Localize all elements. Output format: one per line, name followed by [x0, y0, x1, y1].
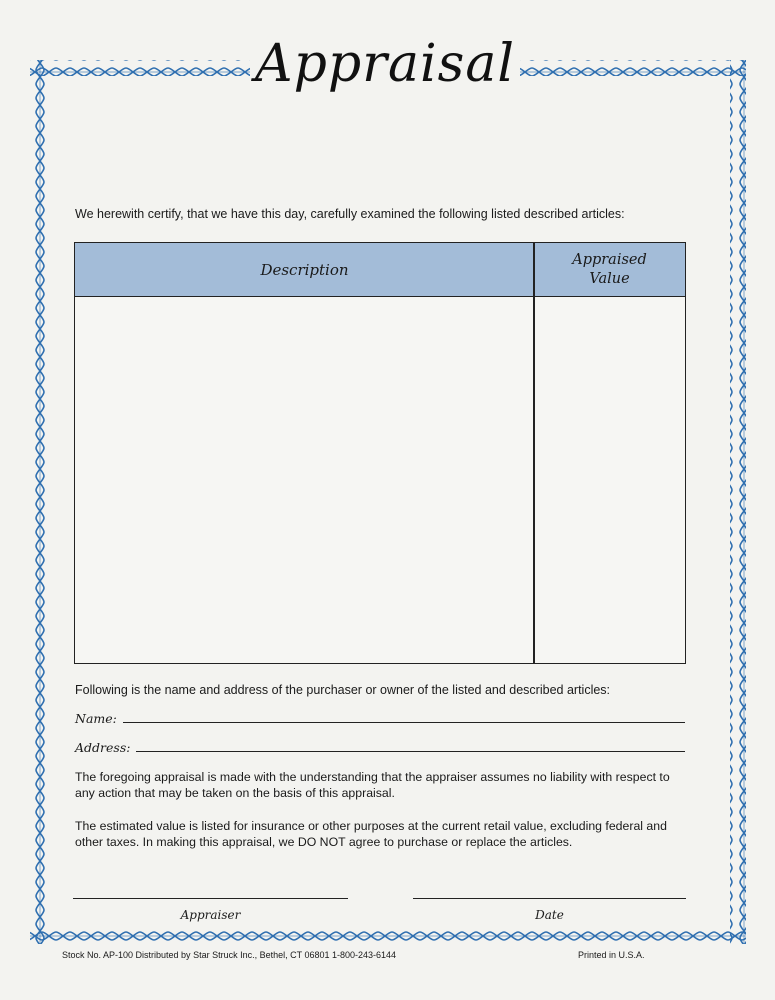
date-line[interactable] — [413, 898, 686, 899]
header-appraised-value — [534, 243, 685, 296]
disclaimer-liability: The foregoing appraisal is made with the understanding that the appraiser assumes no liability with respect to any action that may be taken on the basis of this appraisal. — [75, 770, 670, 800]
page-title: Appraisal — [250, 28, 520, 100]
articles-table — [74, 242, 686, 664]
footer-printed: Printed in U.S.A. — [578, 950, 645, 960]
appraiser-label: Appraiser — [180, 908, 241, 922]
disclaimer-estimated-value: The estimated value is listed for insurance or other purposes at the current retail value, excluding federal and other taxes. In making this appraisal, we DO NOT agree to purchase or replace the articles. — [75, 819, 667, 849]
name-field-row — [75, 708, 685, 726]
appraised-value-cell[interactable] — [535, 298, 685, 663]
date-label: Date — [535, 908, 564, 922]
name-label: Name: — [75, 711, 117, 726]
name-field[interactable] — [123, 722, 685, 723]
table-header — [75, 243, 685, 297]
appraiser-signature-line[interactable] — [73, 898, 348, 899]
description-cell[interactable] — [75, 298, 533, 663]
footer-distributor: Stock No. AP-100 Distributed by Star Struck Inc., Bethel, CT 06801 1-800-243-6144 — [62, 950, 397, 960]
owner-intro: Following is the name and address of the purchaser or owner of the listed and described articles: — [75, 683, 611, 697]
certify-statement: We herewith certify, that we have this day, carefully examined the following listed described articles: — [75, 207, 625, 221]
address-label: Address: — [75, 740, 131, 755]
header-appraised-line1: Appraised — [572, 251, 647, 268]
header-appraised-line2: Value — [589, 270, 630, 287]
address-field[interactable] — [136, 751, 685, 752]
header-description: Description — [260, 260, 349, 279]
address-field-row — [75, 737, 685, 755]
